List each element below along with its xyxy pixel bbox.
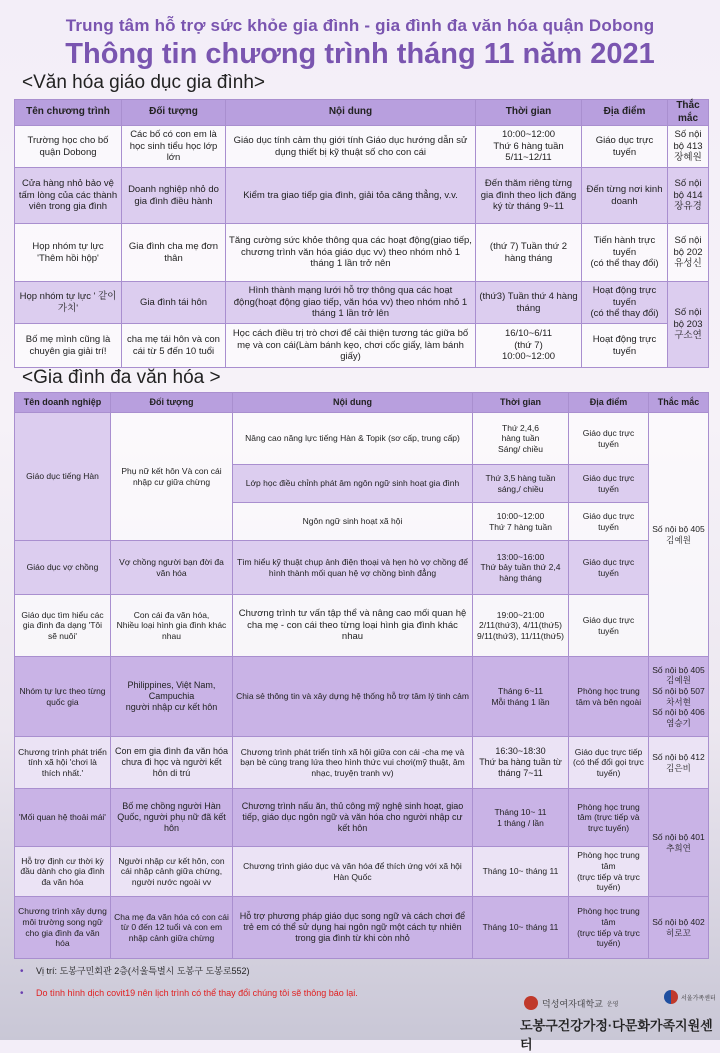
col-header: Thời gian xyxy=(476,100,582,126)
cell: Số nội bộ 414 장유경 xyxy=(668,168,709,224)
multicultural-table xyxy=(14,392,709,959)
cell: Lớp học điều chỉnh phát âm ngôn ngữ sinh hoạt gia đình xyxy=(233,465,473,503)
cell: Các bố có con em là học sinh tiểu học lớp lớn xyxy=(122,126,226,168)
cell: Hỗ trợ định cư thời kỳ đầu dành cho gia đình đa văn hóa xyxy=(15,847,111,897)
section-title-family-education: <Văn hóa giáo dục gia đình> xyxy=(22,72,265,93)
cell: Tháng 10~ 11 1 tháng / lần xyxy=(473,789,569,847)
cell: Phòng học trung tâm và bên ngoài xyxy=(569,657,649,737)
cell: Nâng cao năng lực tiếng Hàn & Topik (sơ cấp, trung cấp) xyxy=(233,413,473,465)
cell: 'Mối quan hệ thoải mái' xyxy=(15,789,111,847)
cell: Tìm hiểu kỹ thuật chụp ảnh điện thoại và hẹn hò vợ chồng để hình thành mối quan hệ vợ chồng bình đẳng xyxy=(233,541,473,595)
table-row xyxy=(15,897,709,959)
location-text: Vị trí: 도봉구민회관 2층(서울특별시 도봉구 도봉로552) xyxy=(36,966,250,976)
seoul-family-logo xyxy=(664,990,716,1004)
cell: 10:00~12:00 Thứ 6 hàng tuần 5/11~12/11 xyxy=(476,126,582,168)
cell: Giáo dục trực tiếp (có thể đổi gọi trực tuyến) xyxy=(569,737,649,789)
cell: Cha mẹ đa văn hóa có con cái từ 0 đến 12 tuổi và con em nhập cảnh giữa chừng xyxy=(111,897,233,959)
col-header: Tên chương trình xyxy=(15,100,122,126)
cell: Chương trình phát triển tính xã hội 'chơi là thích nhất.' xyxy=(15,737,111,789)
cell: Chương trình xây dựng môi trường song ngữ cho gia đình đa văn hóa xyxy=(15,897,111,959)
table-row xyxy=(15,282,709,324)
col-header: Tên doanh nghiệp xyxy=(15,393,111,413)
cell: Số nội bộ 203 구소연 xyxy=(668,282,709,368)
table-row xyxy=(15,541,709,595)
cell: Hình thành mạng lưới hỗ trợ thông qua các hoạt động(hoạt động giao tiếp, văn hóa vv) theo nhóm nhỏ 1 tháng 1 lần trở lên xyxy=(226,282,476,324)
table-row xyxy=(15,168,709,224)
cell: Người nhập cư kết hôn, con cái nhập cảnh giữa chừng, người nước ngoài vv xyxy=(111,847,233,897)
cell: Gia đình tái hôn xyxy=(122,282,226,324)
cell: Nhóm tự lực theo từng quốc gia xyxy=(15,657,111,737)
table-row xyxy=(15,789,709,847)
cell: Bố mẹ chồng người Hàn Quốc, người phụ nữ đã kết hôn xyxy=(111,789,233,847)
cell: Thứ 2,4,6 hàng tuần Sáng/ chiều xyxy=(473,413,569,465)
university-logo xyxy=(524,996,618,1010)
cell: Phụ nữ kết hôn Và con cái nhập cư giữa chừng xyxy=(111,413,233,541)
cell: Hỗ trợ phương pháp giáo dục song ngữ và cách chơi để trẻ em có thể sử dụng hai ngôn ngữ một cách tự nhiên trong gia đình từ khi còn nhỏ xyxy=(233,897,473,959)
page-title: Thông tin chương trình tháng 11 năm 2021 xyxy=(65,38,655,70)
col-header: Thắc mắc xyxy=(668,100,709,126)
org-title: Trung tâm hỗ trợ sức khỏe gia đình - gia đình đa văn hóa quận Dobong xyxy=(65,16,655,35)
cell: Số nội bộ 405 김예원 xyxy=(649,413,709,657)
col-header: Địa điểm xyxy=(582,100,668,126)
cell: Số nội bộ 402 히로꼬 xyxy=(649,897,709,959)
cell: Giáo dục trực tuyến xyxy=(569,503,649,541)
cell: Số nội bộ 401 추희연 xyxy=(649,789,709,897)
cell: cha mẹ tái hôn và con cái từ 5 đến 10 tuổi xyxy=(122,324,226,368)
table-row xyxy=(15,657,709,737)
cell: Phòng học trung tâm (trực tiếp và trực tuyến) xyxy=(569,789,649,847)
cell: Giáo dục trực tuyến xyxy=(569,465,649,503)
cell: Tháng 6~11 Mỗi tháng 1 lần xyxy=(473,657,569,737)
university-name: 덕성여자대학교 xyxy=(542,998,603,1009)
cell: 19:00~21:00 2/11(thứ3), 4/11(thứ5) 9/11(thứ3), 11/11(thứ5) xyxy=(473,595,569,657)
center-name: 도봉구건강가정·다문화가족지원센터 xyxy=(520,1018,713,1052)
seoul-emblem-icon xyxy=(664,990,678,1004)
cell: Thứ 3,5 hàng tuần sáng,/ chiều xyxy=(473,465,569,503)
cell: Tháng 10~ tháng 11 xyxy=(473,847,569,897)
table-row xyxy=(15,324,709,368)
cell: Họp nhóm tự lực ' 같이가치' xyxy=(15,282,122,324)
cell: Số nội bộ 405 김예원 Số nội bộ 507 차서현 Số nội bộ 406 염승기 xyxy=(649,657,709,737)
cell: Hoạt động trực tuyến xyxy=(582,324,668,368)
cell: (thứ3) Tuần thứ 4 hàng tháng xyxy=(476,282,582,324)
cell: Tiến hành trực tuyến (có thể thay đổi) xyxy=(582,224,668,282)
cell: Con em gia đình đa văn hóa chưa đi học và người kết hôn di trú xyxy=(111,737,233,789)
cell: Trường học cho bố quận Dobong xyxy=(15,126,122,168)
family-education-table xyxy=(14,99,709,368)
cell: Bố mẹ mình cũng là chuyên gia giải trí! xyxy=(15,324,122,368)
cell: Giáo dục trực tuyến xyxy=(569,541,649,595)
cell: Chia sẻ thông tin và xây dựng hệ thống hỗ trợ tâm lý tinh cảm xyxy=(233,657,473,737)
cell: Đến thăm riêng từng gia đình theo lịch đăng ký từ tháng 9~11 xyxy=(476,168,582,224)
table-row xyxy=(15,413,709,465)
cell: Số nội bộ 412 김은비 xyxy=(649,737,709,789)
col-header: Thắc mắc xyxy=(649,393,709,413)
cell: Số nội bộ 202 유성신 xyxy=(668,224,709,282)
notice-line xyxy=(20,988,358,999)
col-header: Nội dung xyxy=(226,100,476,126)
cell: Giáo dục trực tuyến xyxy=(569,595,649,657)
cell: Kiểm tra giao tiếp gia đình, giải tỏa căng thẳng, v.v. xyxy=(226,168,476,224)
table-row xyxy=(15,847,709,897)
notice-text: Do tình hình dịch covit19 nên lịch trình có thể thay đổi chúng tôi sẽ thông báo lại. xyxy=(36,988,358,998)
cell: Tăng cường sức khỏe thông qua các hoạt động(giao tiếp, chương trình văn hóa giáo dục vv) theo nhóm nhỏ 1 tháng 1 lần trở nên xyxy=(226,224,476,282)
seoul-family-name: 서울가족센터 xyxy=(681,995,716,1002)
cell: Giáo dục vợ chồng xyxy=(15,541,111,595)
cell: Họp nhóm tự lực 'Thêm hồi hộp' xyxy=(15,224,122,282)
table-row xyxy=(15,126,709,168)
cell: 16/10~6/11 (thứ 7) 10:00~12:00 xyxy=(476,324,582,368)
cell: 13:00~16:00 Thứ bảy tuần thứ 2,4 hàng tháng xyxy=(473,541,569,595)
cell: Ngôn ngữ sinh hoạt xã hội xyxy=(233,503,473,541)
cell: Học cách điều trị trò chơi để cải thiện tương tác giữa bố mẹ và con cái(Làm bánh kẹo, chơi cốc giấy, làm bánh giấy) xyxy=(226,324,476,368)
cell: Tháng 10~ tháng 11 xyxy=(473,897,569,959)
cell: 10:00~12:00 Thứ 7 hàng tuần xyxy=(473,503,569,541)
cell: Số nội bộ 413 장혜원 xyxy=(668,126,709,168)
location-line xyxy=(20,964,250,977)
cell: (thứ 7) Tuần thứ 2 hàng tháng xyxy=(476,224,582,282)
cell: Chương trình giáo dục và văn hóa để thích ứng với xã hội Hàn Quốc xyxy=(233,847,473,897)
table-row xyxy=(15,224,709,282)
cell: Gia đình cha mẹ đơn thân xyxy=(122,224,226,282)
cell: Giáo dục tiếng Hàn xyxy=(15,413,111,541)
col-header: Đối tượng xyxy=(111,393,233,413)
cell: Cửa hàng nhỏ bảo vệ tấm lòng của các thành viên trong gia đình xyxy=(15,168,122,224)
col-header: Đối tượng xyxy=(122,100,226,126)
cell: Philippines, Việt Nam, Campuchia người nhập cư kết hôn xyxy=(111,657,233,737)
cell: Giáo dục tính cảm thụ giới tính Giáo dục hướng dẫn sử dụng thiết bị kỹ thuật số cho con cái xyxy=(226,126,476,168)
col-header: Địa điểm xyxy=(569,393,649,413)
cell: Con cái đa văn hóa, Nhiều loại hình gia đình khác nhau xyxy=(111,595,233,657)
university-emblem-icon xyxy=(524,996,538,1010)
cell: Giáo dục trực tuyến xyxy=(582,126,668,168)
table-row xyxy=(15,737,709,789)
cell: Hoạt động trực tuyến (có thể thay đổi) xyxy=(582,282,668,324)
col-header: Thời gian xyxy=(473,393,569,413)
cell: Giáo dục tìm hiểu các gia đình đa dạng 'Tôi sẽ nuôi' xyxy=(15,595,111,657)
table-row xyxy=(15,595,709,657)
cell: Chương trình tư vấn tập thể và nâng cao mối quan hệ cha mẹ - con cái theo từng loại hình gia đình khác nhau xyxy=(233,595,473,657)
cell: Đến từng nơi kinh doanh xyxy=(582,168,668,224)
cell: Chương trình phát triển tính xã hội giữa con cái -cha mẹ và bạn bè cùng trang lứa theo hình thức vui chơi(mỹ thuật, âm nhạc, truyện tranh vv) xyxy=(233,737,473,789)
cell: 16:30~18:30 Thứ ba hàng tuần từ tháng 7~11 xyxy=(473,737,569,789)
bullet-icon: • xyxy=(20,966,24,977)
section-title-multicultural: <Gia đình đa văn hóa > xyxy=(22,367,221,388)
col-header: Nội dung xyxy=(233,393,473,413)
cell: Vợ chồng người bạn đời đa văn hóa xyxy=(111,541,233,595)
cell: Phòng học trung tâm (trực tiếp và trực tuyến) xyxy=(569,897,649,959)
cell: Doanh nghiệp nhỏ do gia đình điều hành xyxy=(122,168,226,224)
cell: Phòng học trung tâm (trực tiếp và trực tuyến) xyxy=(569,847,649,897)
bullet-icon: • xyxy=(20,988,24,999)
cell: Chương trình nấu ăn, thủ công mỹ nghệ sinh hoạt, giao tiếp, giáo dục ngôn ngữ và văn hóa cho người nhập cư kết hôn xyxy=(233,789,473,847)
cell: Giáo dục trực tuyến xyxy=(569,413,649,465)
university-suffix: 운영 xyxy=(606,1001,619,1008)
